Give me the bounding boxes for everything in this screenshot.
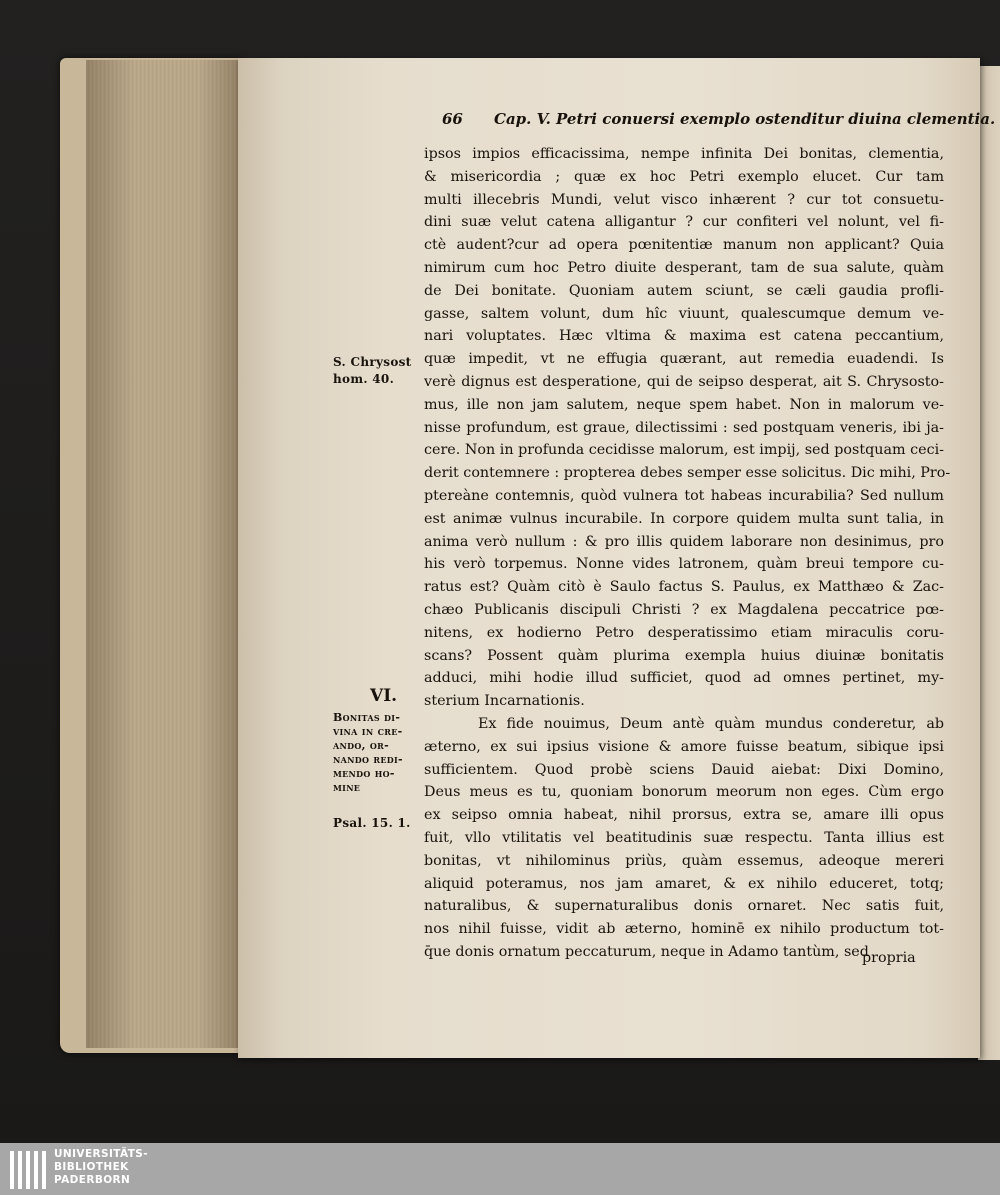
text-line: nimirum cum hoc Petro diuite desperant, tam de sua salute, quàm bbox=[424, 260, 944, 276]
text-line: verè dignus est desperatione, qui de seipso desperat, ait S. Chrysosto- bbox=[424, 374, 944, 390]
text-line: bonitas, vt nihilominus priùs, quàm essemus, adeoque mereri bbox=[424, 852, 944, 869]
text-line: ptereàne contemnis, quòd vulnera tot habeas incurabilia? Sed nullum bbox=[424, 488, 944, 504]
margin-note-psalm: Psal. 15. 1. bbox=[333, 816, 411, 830]
text-line: anima verò nullum : & pro illis quidem laborare non desinimus, pro bbox=[424, 533, 944, 550]
page-number: 66 bbox=[442, 110, 463, 128]
text-line: nisse profundum, est graue, dilectissimi : sed postquam veneris, ibi ja- bbox=[424, 419, 944, 436]
library-name: UNIVERSITÄTS- BIBLIOTHEK PADERBORN bbox=[54, 1148, 149, 1186]
library-footer-bar bbox=[0, 1143, 1000, 1195]
text-line: scans? Possent quàm plurima exempla huius diuinæ bonitatis bbox=[424, 647, 944, 664]
text-line: cere. Non in profunda cecidisse malorum, est impij, sed postquam ceci- bbox=[424, 442, 944, 459]
text-line: Ex fide nouimus, Deum antè quàm mundus conderetur, ab bbox=[478, 716, 944, 732]
next-page-edge bbox=[978, 66, 1000, 1060]
text-line: his verò torpemus. Nonne vides latronem, quàm breui tempore cu- bbox=[424, 556, 944, 573]
text-line: multi illecebris Mundi, velut visco inhærent ? cur tot consuetu- bbox=[424, 191, 944, 208]
text-line: sufficientem. Quod probè sciens Dauid aiebat: Dixi Domino, bbox=[424, 761, 944, 778]
text-line: ratus est? Quàm citò è Saulo factus S. Paulus, ex Matthæo & Zac- bbox=[424, 579, 944, 596]
text-line: ipsos impios efficacissima, nempe infinita Dei bonitas, clementia, bbox=[424, 146, 944, 162]
text-line: aliquid poteramus, nos jam amaret, & ex nihilo educeret, totq; bbox=[424, 875, 944, 892]
text-line: æterno, ex sui ipsius visione & amore fuisse beatum, sibique ipsi bbox=[424, 738, 944, 755]
text-line: dini suæ velut catena alligantur ? cur confiteri vel nolunt, vel fi- bbox=[424, 214, 944, 231]
text-line: & misericordia ; quæ ex hoc Petri exemplo elucet. Cur tam bbox=[424, 168, 944, 185]
text-line: ex seipso omnia habeat, nihil prorsus, extra se, amare illi opus bbox=[424, 807, 944, 824]
text-line: mus, ille non jam salutem, neque spem habet. Non in malorum ve- bbox=[424, 396, 944, 413]
text-line: quæ impedit, vt ne effugia quærant, aut remedia euadendi. Is bbox=[424, 351, 944, 368]
text-line: derit contemnere : propterea debes semper esse solicitus. Dic mihi, Pro- bbox=[424, 465, 951, 482]
text-line: Deus meus es tu, quoniam bonorum meorum non eges. Cùm ergo bbox=[424, 784, 944, 801]
text-line: ctè audent?cur ad opera pœnitentiæ manum non applicant? Quia bbox=[424, 237, 944, 254]
text-line: gasse, saltem volunt, dum hîc viuunt, qualescumque demum ve- bbox=[424, 305, 944, 322]
text-line: q̄ue donis ornatum peccaturum, neque in Adamo tantùm, sed bbox=[424, 944, 869, 960]
text-line: nos nihil fuisse, vidit ab æterno, hominē ex nihilo productum tot- bbox=[424, 921, 944, 938]
library-logo-icon bbox=[8, 1147, 48, 1193]
catchword: propria bbox=[862, 950, 916, 966]
text-line: de Dei bonitate. Quoniam autem sciunt, se cæli gaudia profli- bbox=[424, 282, 944, 299]
page-edges bbox=[86, 60, 246, 1048]
text-line: adduci, mihi hodie illud sufficiet, quod ad omnes pertinet, my- bbox=[424, 670, 944, 687]
text-line: chæo Publicanis discipuli Christi ? ex Magdalena peccatrice pœ- bbox=[424, 602, 944, 618]
chapter-title: Cap. V. Petri conuersi exemplo ostenditur diuina clementia. bbox=[494, 110, 996, 128]
text-line: est animæ vulnus incurabile. In corpore quidem multa sunt talia, in bbox=[424, 510, 944, 527]
running-head bbox=[442, 110, 996, 136]
margin-note-chrysostom: S. Chrysost hom. 40. bbox=[333, 355, 412, 386]
text-line: naturalibus, & supernaturalibus donis ornaret. Nec satis fuit, bbox=[424, 898, 944, 915]
text-line: nitens, ex hodierno Petro desperatissimo etiam miraculis coru- bbox=[424, 624, 944, 641]
text-line: fuit, vllo vtilitatis vel beatitudinis suæ respectu. Tanta illius est bbox=[424, 830, 944, 846]
text-line: sterium Incarnationis. bbox=[424, 693, 585, 710]
section-number: VI. bbox=[370, 686, 398, 706]
text-line: nari voluptates. Hæc vltima & maxima est catena peccantium, bbox=[424, 328, 944, 345]
margin-note-bonitas: Bonitas di- vina in cre- ando, or- nando redi- mendo ho- mine bbox=[333, 711, 403, 794]
